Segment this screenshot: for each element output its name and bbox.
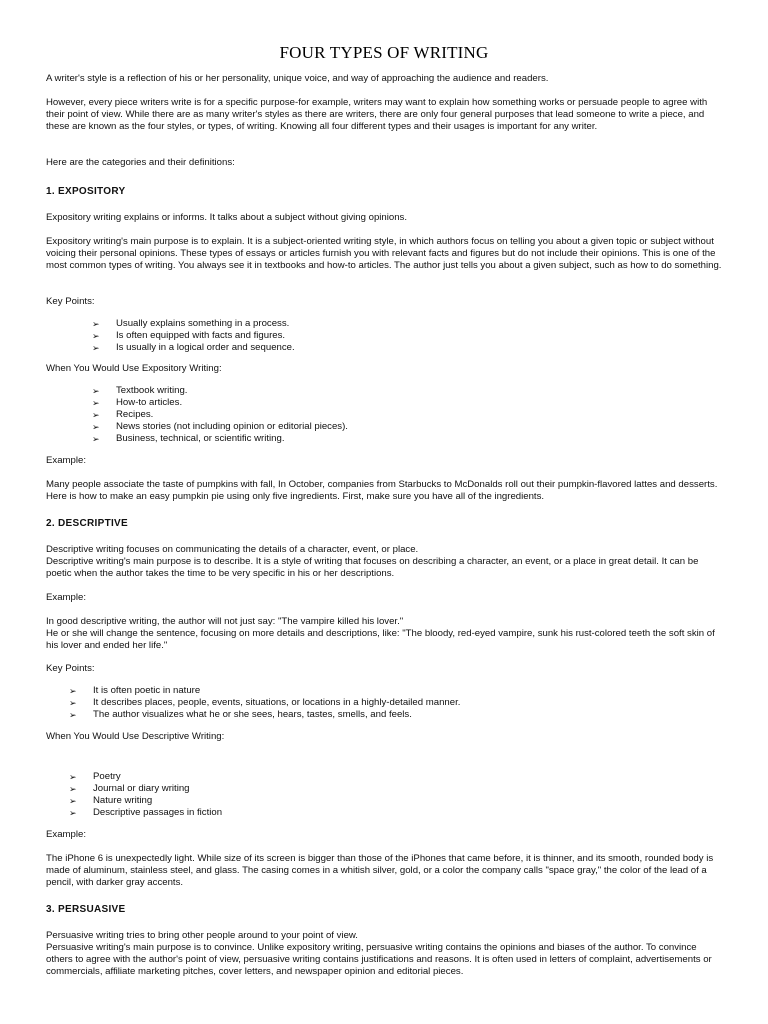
arrow-bullet-icon: ➢ — [92, 343, 100, 353]
arrow-bullet-icon: ➢ — [92, 422, 100, 432]
body-paragraph: Persuasive writing's main purpose is to convince. Unlike expository writing, persuasive writing contains the opinions and biases of the author. To convince others to agree with the author's point of view, persuasive writing contains justifications and reasons. It is often used in letters of complaint, advertisements or commercials, affiliate marketing pitches, cover letters, and newspaper opinion and editorial pieces. — [46, 942, 712, 977]
arrow-bullet-icon: ➢ — [69, 796, 77, 806]
uses-label: When You Would Use Descriptive Writing: — [46, 731, 225, 742]
arrow-bullet-icon: ➢ — [69, 772, 77, 782]
body-paragraph: Descriptive writing's main purpose is to describe. It is a style of writing that focuses on describing a character, an event, or a place in great detail. It can be poetic when the author takes the time to be very specific in his or her descriptions. — [46, 556, 699, 579]
arrow-bullet-icon: ➢ — [92, 386, 100, 396]
arrow-bullet-icon: ➢ — [92, 434, 100, 444]
arrow-bullet-icon: ➢ — [92, 398, 100, 408]
document-page: FOUR TYPES OF WRITING A writer's style is a reflection of his or her personality, unique voice, and way of approaching the audience and readers. However, every piece writers write is for a specific purpose-for example, writers may want to explain how something works or persuade people to agree with their point of view. While there are as many writer's styles as there are writers, there are only four general purposes that lead someone to write a piece, and these are known as the four styles, or types, of writing. Knowing all four different types and their usages is important for any writer. Here are the categories and their definitions: 1. EXPOSITORY Expository writing explains or informs. It talks about a subject without giving opinions. Expository writing's main purpose is to explain. It is a subject-oriented writing style, in which authors focus on telling you about a given topic or subject without voicing their personal opinions. These types of essays or articles furnish you with relevant facts and figures but do not include their opinions. This is one of the most common types of writing. You always see it in textbooks and how-to articles. The author just tells you about a given subject, such as how to do something. Key Points: ➢ Usually explains something in a process. ➢ Is often equipped with facts and figures. ➢ Is usually in a logical order and sequence. When You Would Use Expository Writing: ➢ Textbook writing. ➢ How-to articles. ➢ Recipes. ➢ News stories (not including opinion or editorial pieces). ➢ Business, technical, or scientific writing. Example: Many people associate the taste of pumpkins with fall, In October, companies from Starbucks to McDonalds roll out their pumpkin-flavored lattes and desserts. Here is how to make an easy pumpkin pie using only five ingredients. First, make sure you have all of the ingredients. 2. DESCRIPTIVE Descriptive writing focuses on communicating the details of a character, event, or place. Descriptive writing's main purpose is to describe. It is a style of writing that focuses on describing a character, an event, or a place in great detail. It can be poetic when the author takes the time to be very specific in his or her descriptions. Example: In good descriptive writing, the author will not just say: "The vampire killed his lover." He or she will change the sentence, focusing on more details and descriptions, like: "The bloody, red-eyed vampire, sunk his rust-colored teeth the soft skin of his lover and ended her life." Key Points: ➢ It is often poetic in nature ➢ It describes places, people, events, situations, or locations in a highly-detailed manner. ➢ The author visualizes what he or she sees, hears, tastes, smells, and feels. When You Would Use Descriptive Writing: ➢ Poetry ➢ Journal or diary writing ➢ Nature writing ➢ Descriptive passages in fiction Example: The iPhone 6 is unexpectedly light. While size of its screen is bigger than those of the iPhones that came before, it is thinner, and its smooth, rounded body is made of aluminum, stainless steel, and glass. The casing comes in a whitish silver, gold, or a color the company calls "space gray," the color of the lead of a pencil, with darker gray accents. 3. PERSUASIVE Persuasive writing tries to bring other people around to your point of view. Persuasive writing's main purpose is to convince. Unlike expository writing, persuasive writing contains the opinions and biases of the author. To convince others to agree with the author's point of view, persuasive writing contains justifications and reasons. It is often used in letters of complaint, advertisements or commercials, affiliate marketing pitches, cover letters, and newspaper opinion and editorial pieces. — [0, 0, 768, 1024]
body-paragraph: Expository writing's main purpose is to explain. It is a subject-oriented writing style, in which authors focus on telling you about a given topic or subject without voicing their personal opinions. These types of essays or articles furnish you with relevant facts and figures but do not include their opinions. This is one of the most common types of writing. You always see it in textbooks and how-to articles. The author just tells you about a given subject, such as how to do something. — [46, 236, 722, 271]
arrow-bullet-icon: ➢ — [92, 331, 100, 341]
body-paragraph: Descriptive writing focuses on communicating the details of a character, event, or place. — [46, 544, 419, 555]
example-paragraph: In good descriptive writing, the author will not just say: "The vampire killed his lover." — [46, 616, 404, 627]
arrow-bullet-icon: ➢ — [92, 410, 100, 420]
example-label: Example: — [46, 592, 86, 603]
intro-paragraph: Here are the categories and their definitions: — [46, 157, 235, 168]
section-heading-persuasive: 3. PERSUASIVE — [46, 904, 126, 915]
key-points-label: Key Points: — [46, 296, 95, 307]
body-paragraph: Persuasive writing tries to bring other people around to your point of view. — [46, 930, 358, 941]
arrow-bullet-icon: ➢ — [69, 686, 77, 696]
example-paragraph: He or she will change the sentence, focusing on more details and descriptions, like: "The bloody, red-eyed vampire, sunk his rust-colored teeth the soft skin of his lover and ended her life." — [46, 628, 715, 651]
page-title: FOUR TYPES OF WRITING — [279, 43, 489, 62]
intro-paragraph: A writer's style is a reflection of his or her personality, unique voice, and way of approaching the audience and readers. — [46, 73, 549, 84]
example-label: Example: — [46, 455, 86, 466]
uses-label: When You Would Use Expository Writing: — [46, 363, 222, 374]
arrow-bullet-icon: ➢ — [69, 710, 77, 720]
example-paragraph: Many people associate the taste of pumpkins with fall, In October, companies from Starbucks to McDonalds roll out their pumpkin-flavored lattes and desserts. Here is how to make an easy pumpkin pie using only five ingredients. First, make sure you have all of the ingredients. — [46, 479, 718, 502]
arrow-bullet-icon: ➢ — [92, 319, 100, 329]
body-paragraph: Expository writing explains or informs. It talks about a subject without giving opinions. — [46, 212, 408, 223]
section-heading-expository: 1. EXPOSITORY — [46, 186, 126, 197]
example-label: Example: — [46, 829, 86, 840]
example-paragraph: The iPhone 6 is unexpectedly light. While size of its screen is bigger than those of the iPhones that came before, it is thinner, and its smooth, rounded body is made of aluminum, stainless steel, and glass. The casing comes in a whitish silver, gold, or a color the company calls "space gray," the color of the lead of a pencil, with darker gray accents. — [46, 853, 714, 888]
arrow-bullet-icon: ➢ — [69, 698, 77, 708]
arrow-bullet-icon: ➢ — [69, 808, 77, 818]
arrow-bullet-icon: ➢ — [69, 784, 77, 794]
section-heading-descriptive: 2. DESCRIPTIVE — [46, 518, 128, 529]
intro-paragraph: However, every piece writers write is for a specific purpose-for example, writers may want to explain how something works or persuade people to agree with their point of view. While there are as many writer's styles as there are writers, there are only four general purposes that lead someone to write a piece, and these are known as the four styles, or types, of writing. Knowing all four different types and their usages is important for any writer. — [46, 97, 708, 132]
key-points-label: Key Points: — [46, 663, 95, 674]
